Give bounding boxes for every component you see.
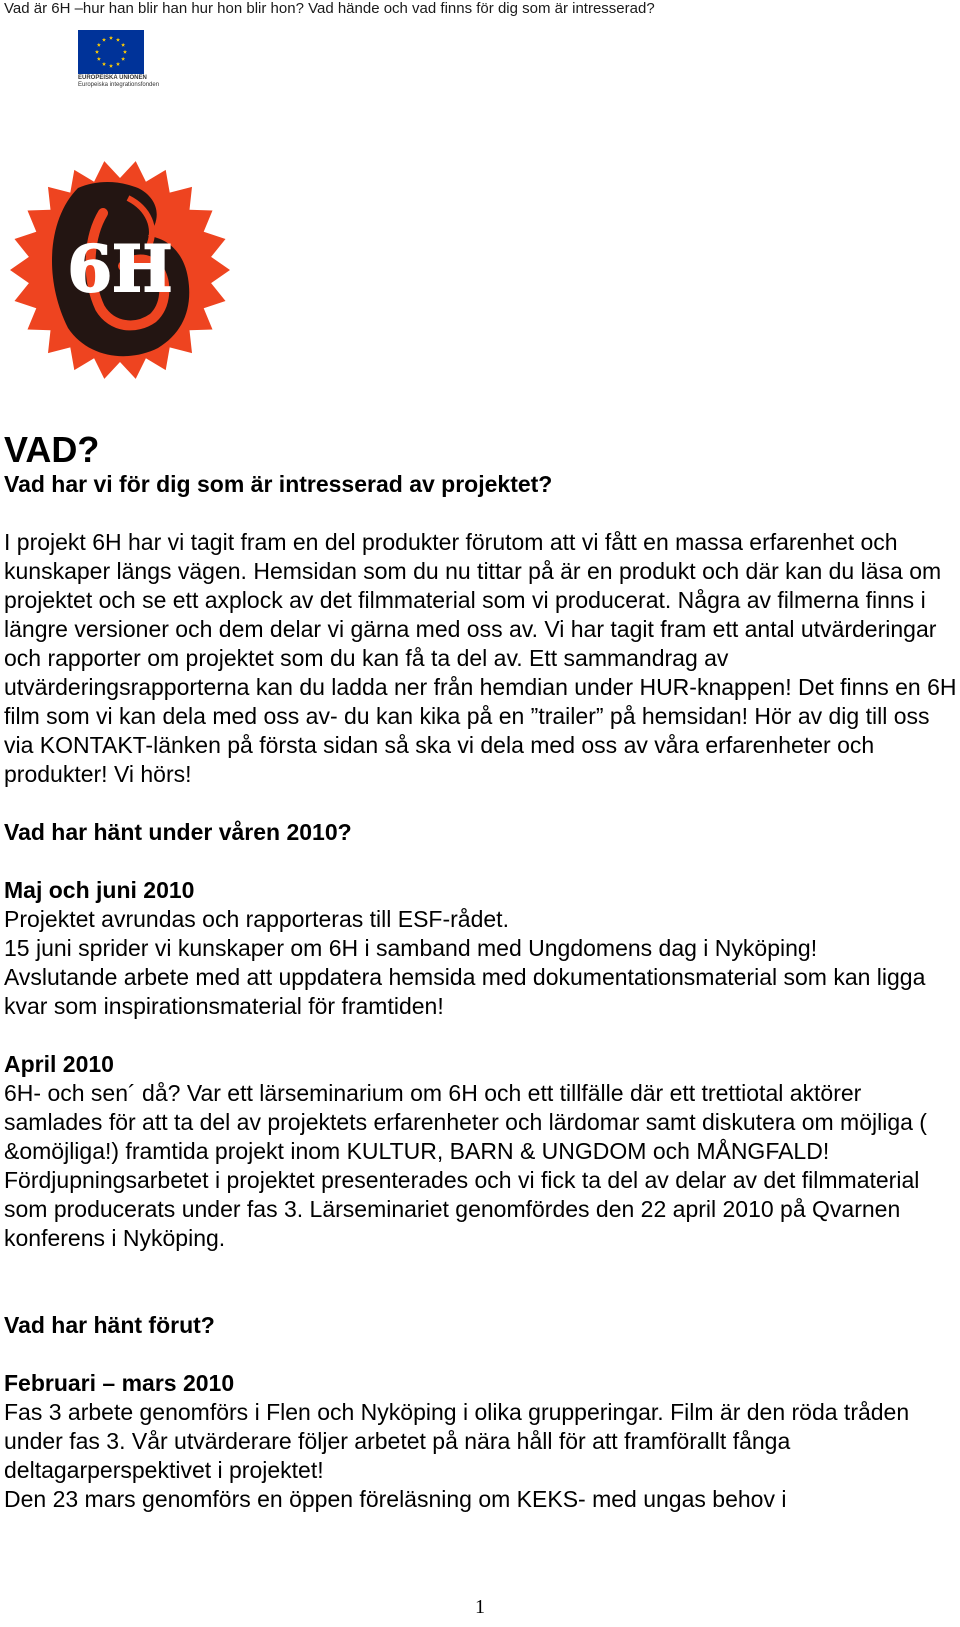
may-june-line1: Projektet avrundas och rapporteras till ESF-rådet. — [4, 906, 509, 932]
may-june-line3: Avslutande arbete med att uppdatera hemsida med dokumentationsmaterial som kan ligga kvar som inspirationsmaterial för framtiden! — [4, 964, 926, 1019]
eu-logo-line1: EUROPEISKA UNIONEN — [78, 75, 147, 81]
page-title: VAD? — [4, 429, 100, 470]
may-june-heading: Maj och juni 2010 — [4, 877, 195, 903]
feb-march-paragraph: Fas 3 arbete genomförs i Flen och Nyköping i olika grupperingar. Film är den röda tråden under fas 3. Vår utvärderare följer arbetet på nära håll för att framförallt fånga deltagarperspektivet i projektet! — [4, 1399, 910, 1483]
april-heading: April 2010 — [4, 1051, 114, 1077]
eu-flag-icon — [78, 30, 144, 74]
page-number: 1 — [475, 1596, 485, 1618]
eu-logo — [78, 30, 160, 89]
may-june-line2: 15 juni sprider vi kunskaper om 6H i samband med Ungdomens dag i Nyköping! — [4, 935, 818, 961]
main-content — [4, 430, 959, 1514]
intro-paragraph: I projekt 6H har vi tagit fram en del produkter förutom att vi fått en massa erfarenhet och kunskaper längs vägen. Hemsidan som du nu tittar på är en produkt och där kan du läsa om projektet och se ett axplock av det filmmaterial som vi producerat. Några av filmerna finns i längre versioner och dem delar vi gärna med oss av. Vi har tagit fram ett antal utvärderingar och rapporter om projektet som du kan få ta del av. Ett sammandrag av utvärderingsrapporterna kan du ladda ner från hemdian under HUR-knappen! Det finns en 6H film som vi kan dela med oss av- du kan kika på en ”trailer” på hemsidan! Hör av dig till oss via KONTAKT-länken på första sidan så ska vi dela med oss av våra erfarenheter och produkter! Vi hörs! — [4, 529, 957, 787]
eu-logo-line2: Europeiska integrationsfonden — [78, 82, 160, 88]
feb-march-line2: Den 23 mars genomförs en öppen föreläsning om KEKS- med ungas behov i — [4, 1486, 787, 1512]
eu-logo-caption — [78, 75, 160, 89]
section-heading-before: Vad har hänt förut? — [4, 1312, 215, 1338]
page-subtitle: Vad har vi för dig som är intresserad av projektet? — [4, 471, 553, 497]
april-paragraph: 6H- och sen´ då? Var ett lärseminarium om 6H och ett tillfälle där ett trettiotal aktörer samlades för att ta del av projektets erfarenheter och lärdomar samt diskutera om möjliga ( &omöjliga!) framtida projekt inom KULTUR, BARN & UNGDOM och MÅNGFALD! Fördjupningsarbetet i projektet presenterades och vi fick ta del av delar av det filmmaterial som producerats under fas 3. Lärseminariet genomfördes den 22 april 2010 på Qvarnen konferens i Nyköping. — [4, 1080, 927, 1251]
6h-logo-icon — [8, 158, 232, 382]
6h-logo-text: 6H — [67, 232, 173, 307]
feb-march-heading: Februari – mars 2010 — [4, 1370, 235, 1396]
page-header-text: Vad är 6H –hur han blir han hur hon blir hon? Vad hände och vad finns för dig som är intresserad? — [4, 0, 655, 17]
section-heading-spring-2010: Vad har hänt under våren 2010? — [4, 819, 352, 845]
